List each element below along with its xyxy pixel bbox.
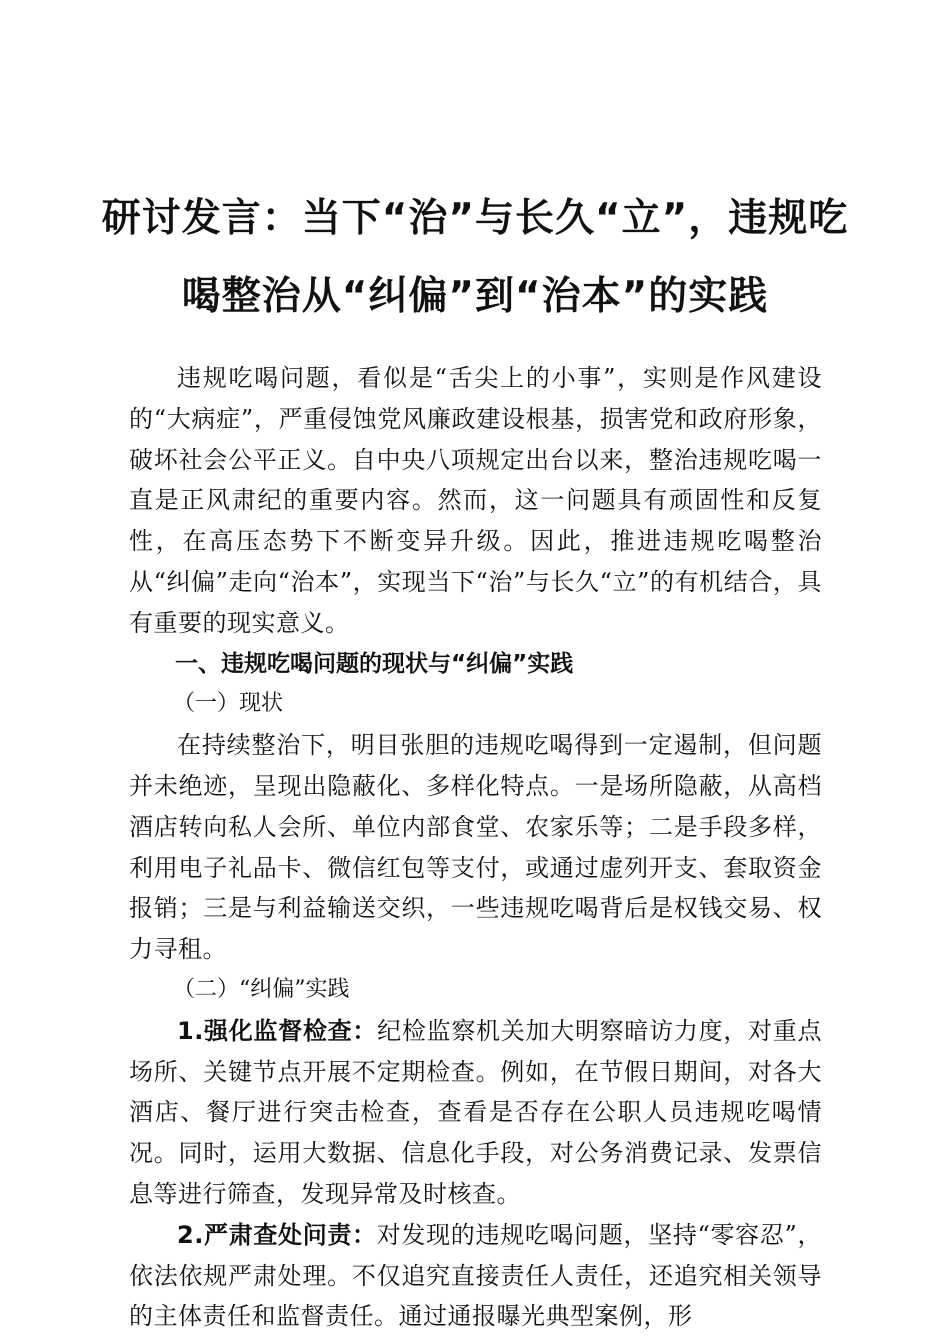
document-body bbox=[129, 358, 822, 1337]
item-paragraph-1 bbox=[129, 1011, 822, 1215]
title-line-1: 研讨发言：当下“治”与长久“立”，违规吃 bbox=[101, 196, 849, 241]
title-line-2: 喝整治从“纠偏”到“治本”的实践 bbox=[181, 274, 769, 319]
item-lead-2: 2.严肃查处问责： bbox=[177, 1220, 377, 1249]
section-heading-1: 一、违规吃喝问题的现状与“纠偏”实践 bbox=[175, 650, 574, 677]
item-lead-1: 1.强化监督检查： bbox=[177, 1016, 378, 1045]
item-paragraph-2 bbox=[129, 1215, 822, 1337]
document-title bbox=[100, 180, 850, 336]
intro-paragraph: 违规吃喝问题，看似是“舌尖上的小事”，实则是作风建设的“大病症”，严重侵蚀党风廉政建设根基，损害党和政府形象，破坏社会公平正义。自中央八项规定出台以来，整治违规吃喝一直是正风肃纪的重要内容。然而，这一问题具有顽固性和反复性，在高压态势下不断变异升级。因此，推进违规吃喝整治从“纠偏”走向“治本”，实现当下“治”与长久“立”的有机结合，具有重要的现实意义。 bbox=[129, 364, 822, 637]
item-text-1: 纪检监察机关加大明察暗访力度，对重点场所、关键节点开展不定期检查。例如，在节假日期间，对各大酒店、餐厅进行突击检查，查看是否存在公职人员违规吃喝情况。同时，运用大数据、信息化手段，对公务消费记录、发票信息等进行筛查，发现异常及时核查。 bbox=[129, 1016, 822, 1208]
item-text-2: 对发现的违规吃喝问题，坚持“零容忍”，依法依规严肃处理。不仅追究直接责任人责任，还追究相关领导的主体责任和监督责任。通过通报曝光典型案例，形 bbox=[129, 1220, 822, 1331]
status-paragraph: 在持续整治下，明目张胆的违规吃喝得到一定遏制，但问题并未绝迹，呈现出隐蔽化、多样化特点。一是场所隐蔽，从高档酒店转向私人会所、单位内部食堂、农家乐等；二是手段多样，利用电子礼品卡、微信红包等支付，或通过虚列开支、套取资金报销；三是与利益输送交织，一些违规吃喝背后是权钱交易、权力寻租。 bbox=[129, 731, 822, 964]
subsection-heading-2: （二）“纠偏”实践 bbox=[173, 976, 350, 1002]
subsection-heading-1: （一）现状 bbox=[173, 691, 284, 717]
